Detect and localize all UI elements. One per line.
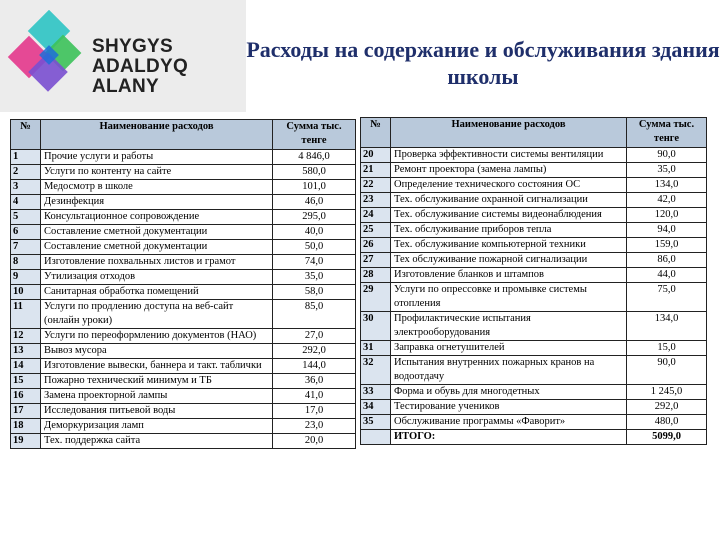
- expense-name: Составление сметной документации: [41, 240, 273, 255]
- expense-name: Тех. поддержка сайта: [41, 434, 273, 449]
- expense-amount: 50,0: [273, 240, 356, 255]
- expense-amount: 292,0: [627, 400, 707, 415]
- expense-name: Испытания внутренних пожарных кранов на водоотдачу: [391, 356, 627, 385]
- logo-line-2: ADALDYQ ALANY: [92, 56, 189, 97]
- table-row: [361, 238, 707, 253]
- expense-amount: 36,0: [273, 374, 356, 389]
- col-header-num: №: [361, 118, 391, 148]
- table-row: [11, 329, 356, 344]
- expense-amount: 85,0: [273, 300, 356, 329]
- expense-name: Утилизация отходов: [41, 270, 273, 285]
- expense-name: Изготовление бланков и штампов: [391, 268, 627, 283]
- row-number: 34: [361, 400, 391, 415]
- expense-name: Изготовление похвальных листов и грамот: [41, 255, 273, 270]
- row-number: 4: [11, 195, 41, 210]
- row-number: 35: [361, 415, 391, 430]
- expense-amount: 75,0: [627, 283, 707, 312]
- expense-amount: 90,0: [627, 148, 707, 163]
- expense-name: Исследования питьевой воды: [41, 404, 273, 419]
- expense-name: Консультационное сопровождение: [41, 210, 273, 225]
- row-number: 24: [361, 208, 391, 223]
- table-row: [11, 419, 356, 434]
- expense-name: Пожарно технический минимум и ТБ: [41, 374, 273, 389]
- table-row: [361, 223, 707, 238]
- expense-name: Услуги по продлению доступа на веб-сайт (онлайн уроки): [41, 300, 273, 329]
- expense-amount: 90,0: [627, 356, 707, 385]
- table-row: [11, 344, 356, 359]
- expense-amount: 295,0: [273, 210, 356, 225]
- expense-amount: 23,0: [273, 419, 356, 434]
- table-row: [361, 193, 707, 208]
- expense-amount: 292,0: [273, 344, 356, 359]
- table-row: [361, 208, 707, 223]
- logo: [0, 0, 246, 112]
- expense-name: Определение технического состояния ОС: [391, 178, 627, 193]
- table-row: [11, 225, 356, 240]
- expense-amount: 94,0: [627, 223, 707, 238]
- expenses-table-right: [360, 117, 707, 445]
- row-number: 16: [11, 389, 41, 404]
- total-row: [361, 430, 707, 445]
- table-row: [11, 300, 356, 329]
- row-number: 20: [361, 148, 391, 163]
- col-header-amount: Сумма тыс. тенге: [627, 118, 707, 148]
- expense-name: Тестирование учеников: [391, 400, 627, 415]
- table-row: [361, 253, 707, 268]
- expense-name: Дезинфекция: [41, 195, 273, 210]
- expense-name: Составление сметной документации: [41, 225, 273, 240]
- expense-amount: 86,0: [627, 253, 707, 268]
- table-row: [361, 312, 707, 341]
- col-header-amount: Сумма тыс. тенге: [273, 120, 356, 150]
- expense-name: Медосмотр в школе: [41, 180, 273, 195]
- expense-amount: 20,0: [273, 434, 356, 449]
- expense-amount: 1 245,0: [627, 385, 707, 400]
- table-row: [11, 150, 356, 165]
- expense-name: Прочие услуги и работы: [41, 150, 273, 165]
- table-row: [361, 415, 707, 430]
- table-row: [11, 210, 356, 225]
- col-header-num: №: [11, 120, 41, 150]
- expense-amount: 74,0: [273, 255, 356, 270]
- row-number: 23: [361, 193, 391, 208]
- total-label: ИТОГО:: [391, 430, 627, 445]
- row-number: 27: [361, 253, 391, 268]
- expense-name: Замена проекторной лампы: [41, 389, 273, 404]
- row-number: 26: [361, 238, 391, 253]
- expense-amount: 42,0: [627, 193, 707, 208]
- table-row: [11, 195, 356, 210]
- row-number: 14: [11, 359, 41, 374]
- expense-name: Услуги по переоформлению документов (НАО): [41, 329, 273, 344]
- expense-amount: 144,0: [273, 359, 356, 374]
- expense-amount: 159,0: [627, 238, 707, 253]
- row-number: 6: [11, 225, 41, 240]
- row-number: 19: [11, 434, 41, 449]
- expense-amount: 41,0: [273, 389, 356, 404]
- expense-name: Тех. обслуживание приборов тепла: [391, 223, 627, 238]
- logo-mark-icon: [6, 10, 88, 102]
- table-row: [361, 356, 707, 385]
- expense-name: Профилактические испытания электрооборудования: [391, 312, 627, 341]
- row-number: 12: [11, 329, 41, 344]
- expense-name: Тех. обслуживание системы видеонаблюдения: [391, 208, 627, 223]
- row-number: 25: [361, 223, 391, 238]
- row-number: 9: [11, 270, 41, 285]
- table-row: [361, 163, 707, 178]
- expense-name: Изготовление вывески, баннера и такт. таблички: [41, 359, 273, 374]
- table-row: [361, 400, 707, 415]
- table-row: [11, 270, 356, 285]
- table-row: [361, 385, 707, 400]
- expense-name: Проверка эффективности системы вентиляции: [391, 148, 627, 163]
- table-row: [361, 178, 707, 193]
- row-number: 30: [361, 312, 391, 341]
- expense-amount: 27,0: [273, 329, 356, 344]
- row-number: 17: [11, 404, 41, 419]
- expense-amount: 480,0: [627, 415, 707, 430]
- row-number: 15: [11, 374, 41, 389]
- expense-amount: 101,0: [273, 180, 356, 195]
- row-number: 28: [361, 268, 391, 283]
- expense-name: Ремонт проектора (замена лампы): [391, 163, 627, 178]
- row-number: 3: [11, 180, 41, 195]
- row-number: 18: [11, 419, 41, 434]
- expense-amount: 580,0: [273, 165, 356, 180]
- row-number: 1: [11, 150, 41, 165]
- row-number: 32: [361, 356, 391, 385]
- expense-amount: 17,0: [273, 404, 356, 419]
- table-row: [11, 389, 356, 404]
- table-row: [361, 268, 707, 283]
- table-row: [11, 404, 356, 419]
- expense-name: Деморкуризация ламп: [41, 419, 273, 434]
- logo-line-1: SHYGYS: [92, 36, 173, 57]
- expense-amount: 35,0: [627, 163, 707, 178]
- total-num-cell: [361, 430, 391, 445]
- row-number: 21: [361, 163, 391, 178]
- row-number: 11: [11, 300, 41, 329]
- row-number: 10: [11, 285, 41, 300]
- table-body-right: [361, 148, 707, 430]
- row-number: 8: [11, 255, 41, 270]
- expense-amount: 46,0: [273, 195, 356, 210]
- table-row: [11, 285, 356, 300]
- table-row: [11, 165, 356, 180]
- expense-amount: 44,0: [627, 268, 707, 283]
- expense-name: Услуги по контенту на сайте: [41, 165, 273, 180]
- table-row: [11, 255, 356, 270]
- expense-name: Форма и обувь для многодетных: [391, 385, 627, 400]
- expense-name: Тех обслуживание пожарной сигнализации: [391, 253, 627, 268]
- row-number: 29: [361, 283, 391, 312]
- table-row: [361, 283, 707, 312]
- row-number: 22: [361, 178, 391, 193]
- expense-name: Услуги по опрессовке и промывке системы отопления: [391, 283, 627, 312]
- row-number: 33: [361, 385, 391, 400]
- row-number: 7: [11, 240, 41, 255]
- expense-amount: 58,0: [273, 285, 356, 300]
- total-amount: 5099,0: [627, 430, 707, 445]
- table-row: [11, 180, 356, 195]
- expense-amount: 134,0: [627, 312, 707, 341]
- expense-name: Тех. обслуживание охранной сигнализации: [391, 193, 627, 208]
- table-row: [11, 434, 356, 449]
- row-number: 31: [361, 341, 391, 356]
- expense-name: Вывоз мусора: [41, 344, 273, 359]
- row-number: 2: [11, 165, 41, 180]
- expense-amount: 35,0: [273, 270, 356, 285]
- expense-amount: 4 846,0: [273, 150, 356, 165]
- expense-amount: 120,0: [627, 208, 707, 223]
- table-row: [11, 374, 356, 389]
- table-row: [361, 341, 707, 356]
- table-body-left: [11, 150, 356, 449]
- logo-text: [92, 37, 246, 97]
- expense-name: Санитарная обработка помещений: [41, 285, 273, 300]
- table-row: [11, 240, 356, 255]
- expense-name: Тех. обслуживание компьютерной техники: [391, 238, 627, 253]
- row-number: 13: [11, 344, 41, 359]
- col-header-name: Наименование расходов: [41, 120, 273, 150]
- table-row: [361, 148, 707, 163]
- expense-amount: 15,0: [627, 341, 707, 356]
- table-row: [11, 359, 356, 374]
- expense-name: Обслуживание программы «Фаворит»: [391, 415, 627, 430]
- col-header-name: Наименование расходов: [391, 118, 627, 148]
- expense-amount: 134,0: [627, 178, 707, 193]
- expense-amount: 40,0: [273, 225, 356, 240]
- row-number: 5: [11, 210, 41, 225]
- page-title: Расходы на содержание и обслуживания здания школы: [246, 37, 720, 89]
- expense-name: Заправка огнетушителей: [391, 341, 627, 356]
- expenses-table-left: [10, 119, 356, 449]
